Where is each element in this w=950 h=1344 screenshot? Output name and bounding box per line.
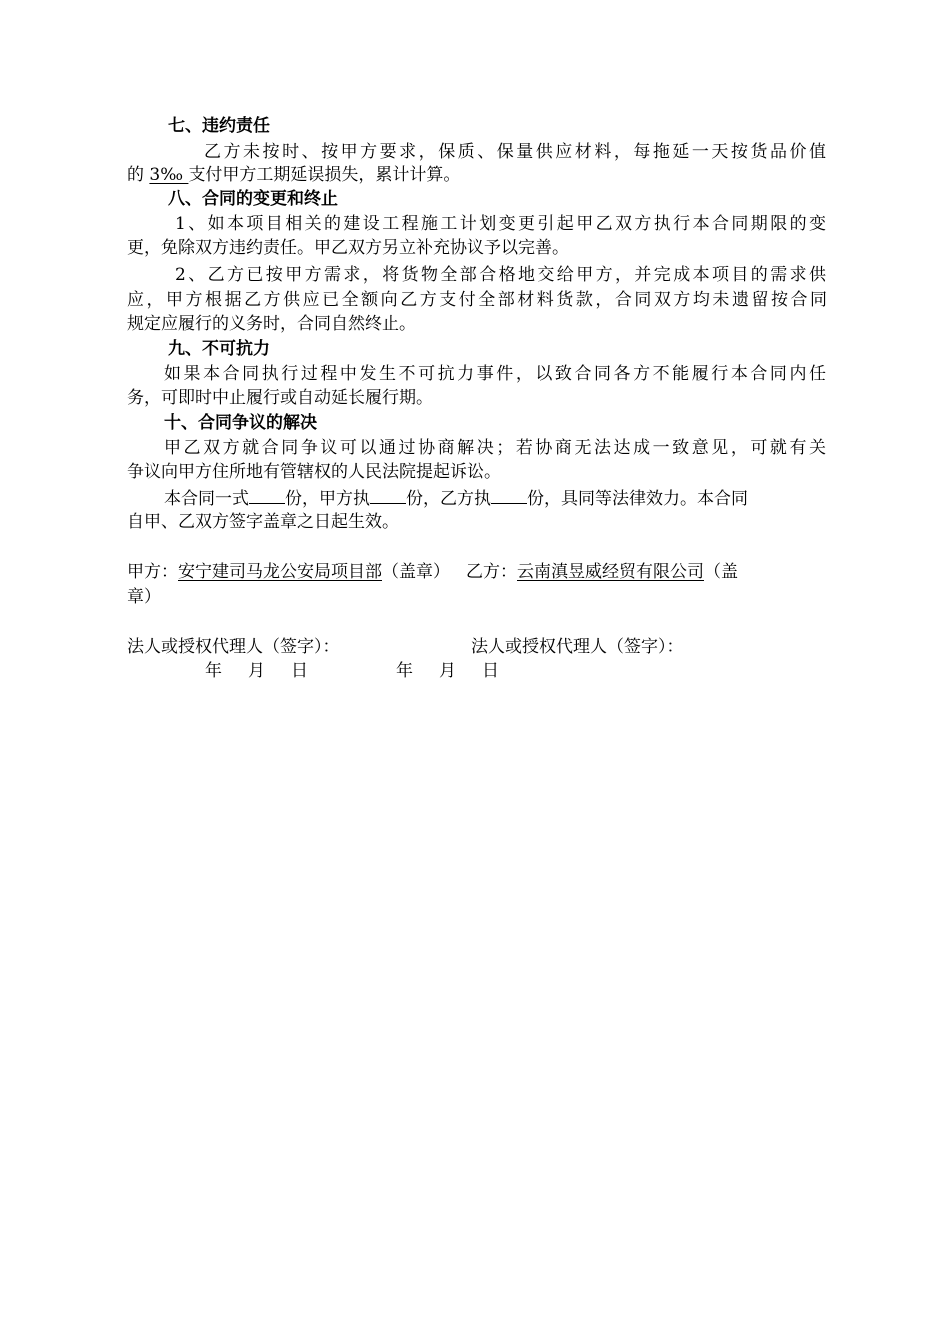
copies-party-b-label: 份，乙方执 xyxy=(406,489,491,509)
party-b-name: 云南滇昱威经贸有限公司 xyxy=(517,562,704,582)
party-b-label: 乙方： xyxy=(466,562,517,582)
section-7-text-line-2 xyxy=(127,164,827,186)
party-b-date-year: 年 xyxy=(396,661,413,681)
section-8-item-2-line-1: 2、乙方已按甲方需求，将货物全部合格地交给甲方，并完成本项目的需求供 xyxy=(175,265,826,285)
party-b-date-day: 日 xyxy=(482,661,499,681)
party-b-signature-label: 法人或授权代理人（签字）： xyxy=(471,637,684,657)
parties-line xyxy=(127,561,827,583)
section-10-copies-line xyxy=(164,487,826,510)
penalty-rate: 3‰ xyxy=(149,165,189,185)
section-8-item-1-line-2: 更，免除双方违约责任。甲乙双方另立补充协议予以完善。 xyxy=(127,238,569,258)
section-10-title: 十、合同争议的解决 xyxy=(164,413,317,433)
section-7-title: 七、违约责任 xyxy=(168,116,270,136)
copies-total-blank xyxy=(249,487,285,504)
copies-party-a-blank xyxy=(370,487,406,504)
party-b-seal: （盖 xyxy=(704,562,738,582)
section-9-text-line-1: 如果本合同执行过程中发生不可抗力事件，以致合同各方不能履行本合同内任 xyxy=(164,364,826,384)
party-a-name: 安宁建司马龙公安局项目部 xyxy=(178,562,382,582)
section-8-item-2-line-3: 规定应履行的义务时，合同自然终止。 xyxy=(127,314,416,334)
party-a-seal: （盖章） xyxy=(382,562,450,582)
section-7-text-line-1: 乙方未按时、按甲方要求，保质、保量供应材料，每拖延一天按货品价值 xyxy=(204,142,826,162)
copies-party-a-label: 份，甲方执 xyxy=(285,489,370,509)
section-7-text-suffix: 支付甲方工期延误损失，累计计算。 xyxy=(188,165,461,185)
section-8-item-2-line-2: 应，甲方根据乙方供应已全额向乙方支付全部材料货款，合同双方均未遗留按合同 xyxy=(127,290,827,310)
party-b-date xyxy=(396,660,499,682)
copies-party-b-blank xyxy=(491,487,527,504)
party-b-date-month: 月 xyxy=(439,661,456,681)
section-9-text-line-2: 务，可即时中止履行或自动延长履行期。 xyxy=(127,388,433,408)
copies-validity-text: 份，具同等法律效力。本合同 xyxy=(527,489,748,509)
section-9-title: 九、不可抗力 xyxy=(168,339,270,359)
copies-total-label: 本合同一式 xyxy=(164,489,249,509)
party-b-seal-continued: 章） xyxy=(127,587,161,607)
section-7-text-prefix: 的 xyxy=(127,165,150,185)
section-8-item-1-line-1: 1、如本项目相关的建设工程施工计划变更引起甲乙双方执行本合同期限的变 xyxy=(175,214,826,234)
party-a-date-day: 日 xyxy=(291,661,308,681)
section-8-title: 八、合同的变更和终止 xyxy=(168,189,338,209)
party-a-date xyxy=(205,660,308,682)
party-a-signature-label: 法人或授权代理人（签字）： xyxy=(127,637,340,657)
section-10-text-line-2: 争议向甲方住所地有管辖权的人民法院提起诉讼。 xyxy=(127,462,501,482)
section-10-effective-line: 自甲、乙双方签字盖章之日起生效。 xyxy=(127,512,399,532)
section-10-text-line-1: 甲乙双方就合同争议可以通过协商解决；若协商无法达成一致意见，可就有关 xyxy=(164,438,826,458)
party-a-date-month: 月 xyxy=(248,661,265,681)
party-a-date-year: 年 xyxy=(205,661,222,681)
party-a-label: 甲方： xyxy=(127,562,178,582)
